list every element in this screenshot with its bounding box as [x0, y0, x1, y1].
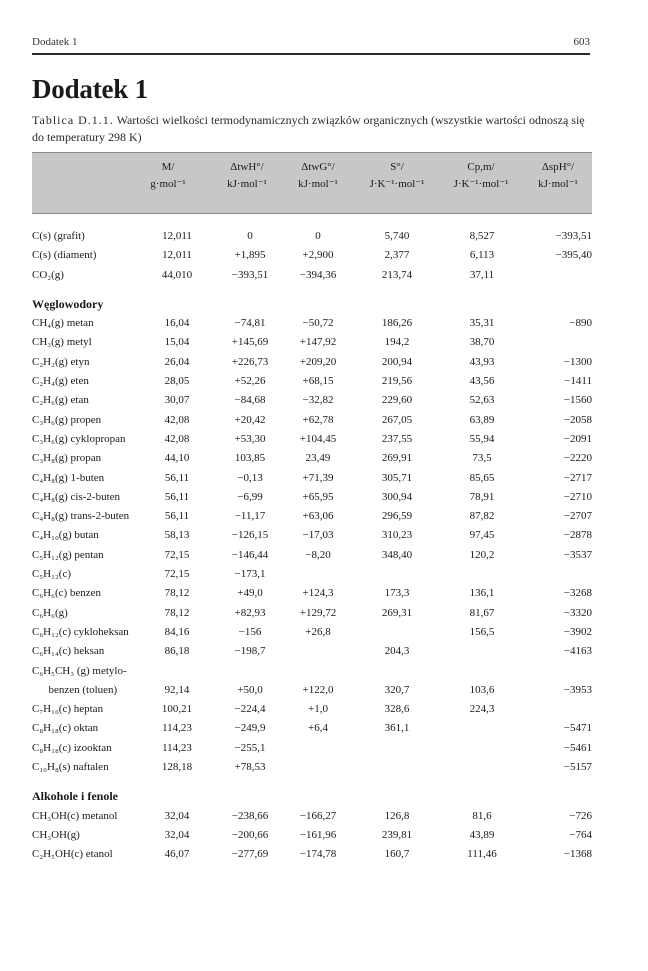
table-cell: −1560: [563, 394, 592, 407]
table-cell: 361,1: [384, 722, 410, 735]
running-head: [32, 36, 590, 50]
table-cell: −2717: [563, 471, 592, 484]
table-cell: −2091: [563, 432, 592, 445]
table-row: [32, 227, 592, 246]
table-cell: 103,6: [469, 683, 495, 696]
compound-name: C₆H₁₂(c) cykloheksan: [32, 625, 129, 638]
compound-name: CH₃(g) metyl: [32, 336, 92, 349]
table-cell: 224,3: [469, 703, 495, 716]
table-cell: −156: [238, 625, 262, 638]
table-row: [32, 642, 592, 661]
section-heading: [32, 295, 592, 314]
table-cell: −890: [569, 317, 592, 330]
table-cell: +71,39: [302, 471, 334, 484]
table-cell: +52,26: [234, 375, 266, 388]
table-row: [32, 584, 592, 603]
table-cell: +122,0: [302, 683, 334, 696]
table-row: [32, 391, 592, 410]
table-cell: 269,91: [381, 452, 413, 465]
col-header-enthalpy-combustion: ΔspH°/ kJ·mol⁻¹: [538, 161, 578, 190]
table-cell: 87,82: [469, 510, 495, 523]
table-cell: 111,46: [467, 848, 497, 861]
table-cell: +49,0: [237, 587, 263, 600]
table-cell: −4163: [563, 645, 592, 658]
table-body: [32, 227, 592, 865]
table-cell: −224,4: [234, 703, 266, 716]
table-cell: +145,69: [231, 336, 269, 349]
col-header-enthalpy-formation: ΔtwH°/ kJ·mol⁻¹: [227, 161, 267, 190]
compound-name: C₂H₆(g) etan: [32, 394, 89, 407]
table-cell: −32,82: [302, 394, 334, 407]
compound-name: C₂H₄(g) eten: [32, 375, 89, 388]
table-cell: 78,12: [164, 606, 190, 619]
table-cell: −2710: [563, 490, 592, 503]
compound-name: C₄H₈(g) cis-2-buten: [32, 490, 121, 503]
table-cell: 120,2: [469, 548, 495, 561]
table-cell: −126,15: [231, 529, 269, 542]
table-cell: −173,1: [234, 568, 266, 581]
col-header-heat-capacity: Cp,m/ J·K⁻¹·mol⁻¹: [453, 161, 509, 190]
table-cell: 86,18: [164, 645, 190, 658]
table-row: [32, 604, 592, 623]
table-cell: 56,11: [164, 490, 190, 503]
compound-name: C₂H₂(g) etyn: [32, 355, 90, 368]
table-cell: 348,40: [381, 548, 413, 561]
table-row: [32, 546, 592, 565]
table-cell: +6,4: [308, 722, 328, 735]
compound-name: C₇H₁₆(c) heptan: [32, 703, 104, 716]
table-row: [32, 372, 592, 391]
table-cell: 204,3: [384, 645, 410, 658]
compound-name: C₈H₁₈(c) oktan: [32, 722, 99, 735]
table-row: [32, 526, 592, 545]
table-cell: +65,95: [302, 490, 334, 503]
compound-name: C(s) (grafit): [32, 230, 85, 242]
compound-name: CH₃OH(c) metanol: [32, 809, 118, 822]
running-head-left: Dodatek 1: [32, 36, 78, 48]
table-cell: −2058: [563, 413, 592, 426]
table-cell: −395,40: [555, 249, 592, 262]
table-cell: +104,45: [299, 432, 337, 445]
table-row: [32, 488, 592, 507]
table-cell: −2707: [563, 510, 592, 523]
table-cell: 35,31: [469, 317, 495, 330]
table-cell: 58,13: [164, 529, 190, 542]
table-cell: −3320: [563, 606, 592, 619]
table-cell: −8,20: [305, 548, 331, 561]
table-row: [32, 845, 592, 864]
table-cell: +50,0: [237, 683, 263, 696]
table-cell: 128,18: [161, 761, 193, 774]
table-cell: 16,04: [164, 317, 190, 330]
table-cell: −1411: [564, 375, 592, 388]
table-row: [32, 314, 592, 333]
col-header-molar-mass: M/ g·mol⁻¹: [150, 161, 186, 190]
compound-name: benzen (toluen): [32, 683, 118, 696]
section-heading: [32, 787, 592, 806]
table-cell: 56,11: [164, 471, 190, 484]
compound-name: C₂H₅OH(c) etanol: [32, 848, 113, 861]
table-cell: +53,30: [234, 432, 266, 445]
table-cell: −5461: [563, 741, 592, 754]
compound-name: C₄H₈(g) 1-buten: [32, 471, 105, 484]
table-row: [32, 507, 592, 526]
table-cell: +82,93: [234, 606, 266, 619]
table-cell: 43,93: [469, 355, 495, 368]
section-gap: [32, 777, 592, 787]
table-cell: 269,31: [381, 606, 413, 619]
compound-name: C₃H₆(g) cyklopropan: [32, 432, 126, 445]
table-cell: 63,89: [469, 413, 495, 426]
table-cell: 30,07: [164, 394, 190, 407]
table-cell: 37,11: [469, 268, 495, 281]
table-cell: 43,56: [469, 375, 495, 388]
table-cell: −255,1: [234, 741, 266, 754]
table-cell: −166,27: [299, 809, 337, 822]
table-cell: +1,0: [308, 703, 328, 716]
table-cell: +226,73: [231, 355, 269, 368]
table-cell: 136,1: [469, 587, 495, 600]
table-cell: −3537: [563, 548, 592, 561]
section-title: Alkohole i fenole: [32, 789, 118, 804]
caption-label: Tablica D.1.1.: [32, 113, 114, 127]
header-rule: [32, 53, 590, 55]
table-cell: +147,92: [299, 336, 337, 349]
compound-name: CH₃OH(g): [32, 828, 80, 841]
table-row: [32, 411, 592, 430]
table-cell: +209,20: [299, 355, 337, 368]
section-gap: [32, 285, 592, 295]
page-number: 603: [573, 36, 590, 48]
table-cell: 78,12: [164, 587, 190, 600]
table-cell: −3953: [563, 683, 592, 696]
table-row: [32, 449, 592, 468]
table-caption: [32, 112, 592, 146]
table-cell: 213,74: [381, 268, 413, 281]
table-cell: −2878: [563, 529, 592, 542]
table-cell: 78,91: [469, 490, 495, 503]
table-row: [32, 700, 592, 719]
table-row: [32, 719, 592, 738]
table-cell: −6,99: [237, 490, 263, 503]
compound-name: C₃H₆(g) propen: [32, 413, 102, 426]
table-cell: 72,15: [164, 548, 190, 561]
table-row: [32, 333, 592, 352]
table-cell: 6,113: [469, 249, 495, 262]
table-cell: 200,94: [381, 355, 413, 368]
table-cell: 320,7: [384, 683, 410, 696]
compound-name: C(s) (diament): [32, 249, 97, 262]
table-cell: 81,6: [472, 809, 492, 822]
table-cell: −198,7: [234, 645, 266, 658]
table-cell: −74,81: [234, 317, 266, 330]
compound-name: C₆H₁₄(c) heksan: [32, 645, 105, 658]
table-cell: −161,96: [299, 828, 337, 841]
table-row: [32, 469, 592, 488]
table-cell: 15,04: [164, 336, 190, 349]
table-cell: −146,44: [231, 548, 269, 561]
table-row: [32, 826, 592, 845]
table-cell: −393,51: [231, 268, 269, 281]
table-header: [32, 152, 592, 214]
table-cell: −764: [569, 828, 592, 841]
table-row: [32, 662, 592, 681]
col-header-entropy: S°/ J·K⁻¹·mol⁻¹: [369, 161, 425, 190]
table-cell: 32,04: [164, 828, 190, 841]
table-cell: 103,85: [234, 452, 266, 465]
table-cell: −11,17: [234, 510, 266, 523]
compound-name: C₅H₁₂(c): [32, 568, 71, 581]
table-cell: −393,51: [555, 230, 592, 242]
table-cell: 160,7: [384, 848, 410, 861]
compound-name: C₅H₁₂(g) pentan: [32, 548, 104, 561]
table-cell: 194,2: [384, 336, 410, 349]
compound-name: CH₄(g) metan: [32, 317, 94, 330]
table-cell: −726: [569, 809, 592, 822]
table-cell: −277,69: [231, 848, 269, 861]
table-cell: 92,14: [164, 683, 190, 696]
table-cell: 310,23: [381, 529, 413, 542]
table-cell: 300,94: [381, 490, 413, 503]
table-row: [32, 246, 592, 265]
table-cell: 97,45: [469, 529, 495, 542]
table-cell: +63,06: [302, 510, 334, 523]
compound-name: C₃H₈(g) propan: [32, 452, 102, 465]
table-cell: 52,63: [469, 394, 495, 407]
table-cell: 0: [247, 230, 253, 242]
table-cell: 100,21: [161, 703, 193, 716]
table-cell: 0: [315, 230, 321, 242]
table-cell: −1368: [563, 848, 592, 861]
col-header-gibbs-formation: ΔtwG°/ kJ·mol⁻¹: [298, 161, 338, 190]
table-cell: 173,3: [384, 587, 410, 600]
table-cell: +129,72: [299, 606, 337, 619]
table-cell: +78,53: [234, 761, 266, 774]
table-cell: +68,15: [302, 375, 334, 388]
table-row: [32, 565, 592, 584]
table-cell: 84,16: [164, 625, 190, 638]
table-cell: +26,8: [305, 625, 331, 638]
table-cell: 55,94: [469, 432, 495, 445]
table-cell: −5471: [563, 722, 592, 735]
table-cell: −0,13: [237, 471, 263, 484]
table-cell: 2,377: [384, 249, 410, 262]
section-title: Węglowodory: [32, 296, 104, 311]
table-cell: 38,70: [469, 336, 495, 349]
table-cell: 267,05: [381, 413, 413, 426]
table-cell: 26,04: [164, 355, 190, 368]
table-cell: +62,78: [302, 413, 334, 426]
compound-name: CO₂(g): [32, 268, 64, 281]
table-cell: 305,71: [381, 471, 413, 484]
table-cell: 219,56: [381, 375, 413, 388]
compound-name: C₆H₆(c) benzen: [32, 587, 102, 600]
table-cell: −249,9: [234, 722, 266, 735]
compound-name: C₄H₈(g) trans-2-buten: [32, 510, 130, 523]
table-cell: −200,66: [231, 828, 269, 841]
table-cell: 56,11: [164, 510, 190, 523]
table-cell: 72,15: [164, 568, 190, 581]
compound-name: C₆H₅CH₃ (g) metylo-: [32, 664, 127, 677]
table-cell: −84,68: [234, 394, 266, 407]
table-cell: 43,89: [469, 828, 495, 841]
table-cell: 12,011: [162, 230, 192, 242]
table-cell: −5157: [563, 761, 592, 774]
table-cell: 186,26: [381, 317, 413, 330]
table-cell: 28,05: [164, 375, 190, 388]
table-cell: 328,6: [384, 703, 410, 716]
table-cell: 42,08: [164, 432, 190, 445]
table-cell: 5,740: [384, 230, 410, 242]
table-cell: 85,65: [469, 471, 495, 484]
compound-name: C₈H₁₈(c) izooktan: [32, 741, 112, 754]
table-row: [32, 623, 592, 642]
table-cell: −50,72: [302, 317, 334, 330]
table-cell: +1,895: [234, 249, 266, 262]
table-row: [32, 266, 592, 285]
table-cell: 12,011: [162, 249, 192, 262]
table-cell: 114,23: [162, 722, 192, 735]
table-row: [32, 739, 592, 758]
table-cell: −394,36: [299, 268, 337, 281]
table-cell: 8,527: [469, 230, 495, 242]
chapter-title: Dodatek 1: [32, 74, 148, 104]
table-cell: 73,5: [472, 452, 492, 465]
compound-name: C₁₀H₈(s) naftalen: [32, 761, 109, 774]
table-cell: 46,07: [164, 848, 190, 861]
table-cell: 126,8: [384, 809, 410, 822]
table-cell: 42,08: [164, 413, 190, 426]
table-cell: 114,23: [162, 741, 192, 754]
table-cell: 156,5: [469, 625, 495, 638]
table-cell: −238,66: [231, 809, 269, 822]
table-cell: −2220: [563, 452, 592, 465]
table-cell: 44,10: [164, 452, 190, 465]
table-cell: 237,55: [381, 432, 413, 445]
table-cell: +2,900: [302, 249, 334, 262]
table-row: [32, 353, 592, 372]
table-row: [32, 681, 592, 700]
table-cell: 239,81: [381, 828, 413, 841]
caption-text: Wartości wielkości termodynamicznych związków organicznych (wszystkie wartości odnoszą się do temperatury 298 K): [32, 113, 585, 144]
table-cell: +124,3: [302, 587, 334, 600]
table-cell: 229,60: [381, 394, 413, 407]
table-row: [32, 807, 592, 826]
table-row: [32, 758, 592, 777]
table-cell: 32,04: [164, 809, 190, 822]
compound-name: C₆H₆(g): [32, 606, 68, 619]
table-cell: −174,78: [299, 848, 337, 861]
table-cell: 23,49: [305, 452, 331, 465]
compound-name: C₄H₁₀(g) butan: [32, 529, 99, 542]
table-cell: +20,42: [234, 413, 266, 426]
table-cell: −3902: [563, 625, 592, 638]
table-cell: −1300: [563, 355, 592, 368]
table-cell: 296,59: [381, 510, 413, 523]
table-row: [32, 430, 592, 449]
table-cell: 81,67: [469, 606, 495, 619]
table-cell: −3268: [563, 587, 592, 600]
table-cell: 44,010: [161, 268, 193, 281]
table-cell: −17,03: [302, 529, 334, 542]
